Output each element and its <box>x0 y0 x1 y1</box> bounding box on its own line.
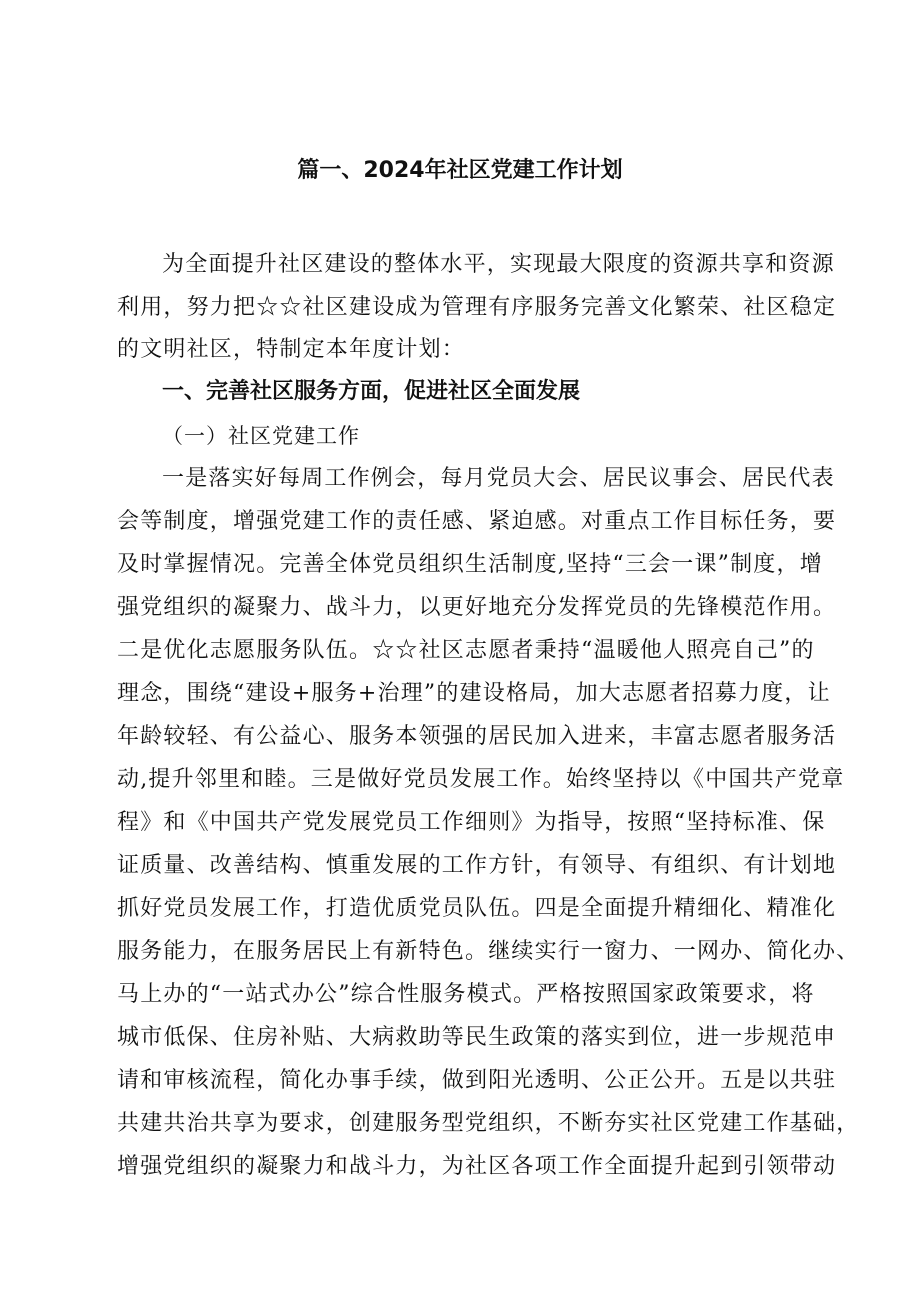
body-line-4: 强党组织的凝聚力、战斗力，以更好地充分发挥党员的先锋模范作用。 <box>117 595 837 620</box>
intro-line-2: 利用，努力把☆☆社区建设成为管理有序服务完善文化繁荣、社区稳定 <box>117 295 837 320</box>
body-line-15: 请和审核流程，简化办事手续，做到阳光透明、公正公开。五是以共驻 <box>117 1068 837 1093</box>
section-heading: 一、完善社区服务方面，促进社区全面发展 <box>162 379 581 404</box>
body-line-7: 年龄较轻、有公益心、服务本领强的居民加入进来，丰富志愿者服务活 <box>117 724 837 749</box>
document-title: 篇一、2024年社区党建工作计划 <box>297 158 623 183</box>
body-line-12: 服务能力，在服务居民上有新特色。继续实行一窗力、一网办、简化办、 <box>117 939 860 964</box>
body-line-10: 证质量、改善结构、慎重发展的工作方针，有领导、有组织、有计划地 <box>117 853 837 878</box>
body-line-14: 城市低保、住房补贴、大病救助等民生政策的落实到位，进一步规范申 <box>117 1025 837 1050</box>
body-line-17: 增强党组织的凝聚力和战斗力，为社区各项工作全面提升起到引领带动 <box>117 1154 837 1179</box>
body-line-5: 二是优化志愿服务队伍。☆☆社区志愿者秉持“温暖他人照亮自己”的 <box>117 638 815 663</box>
body-line-9: 程》和《中国共产党发展党员工作细则》为指导，按照“坚持标准、保 <box>117 810 826 835</box>
intro-line-1: 为全面提升社区建设的整体水平，实现最大限度的资源共享和资源 <box>162 252 835 277</box>
body-line-16: 共建共治共享为要求，创建服务型党组织，不断夯实社区党建工作基础， <box>117 1111 860 1136</box>
body-line-8: 动,提升邻里和睦。三是做好党员发展工作。始终坚持以《中国共产党章 <box>117 767 845 792</box>
body-line-6: 理念，围绕“建设+服务+治理”的建设格局，加大志愿者招募力度，让 <box>117 681 831 706</box>
intro-line-3: 的文明社区，特制定本年度计划： <box>117 337 466 362</box>
body-line-1: 一是落实好每周工作例会，每月党员大会、居民议事会、居民代表 <box>162 466 835 491</box>
subsection-heading: （一）社区党建工作 <box>162 424 360 448</box>
body-line-3: 及时掌握情况。完善全体党员组织生活制度,坚持“三会一课”制度，增 <box>117 552 823 577</box>
body-line-2: 会等制度，增强党建工作的责任感、紧迫感。对重点工作目标任务，要 <box>117 509 837 534</box>
body-line-13: 马上办的“一站式办公”综合性服务模式。严格按照国家政策要求，将 <box>117 982 815 1007</box>
body-line-11: 抓好党员发展工作，打造优质党员队伍。四是全面提升精细化、精准化 <box>117 896 837 921</box>
